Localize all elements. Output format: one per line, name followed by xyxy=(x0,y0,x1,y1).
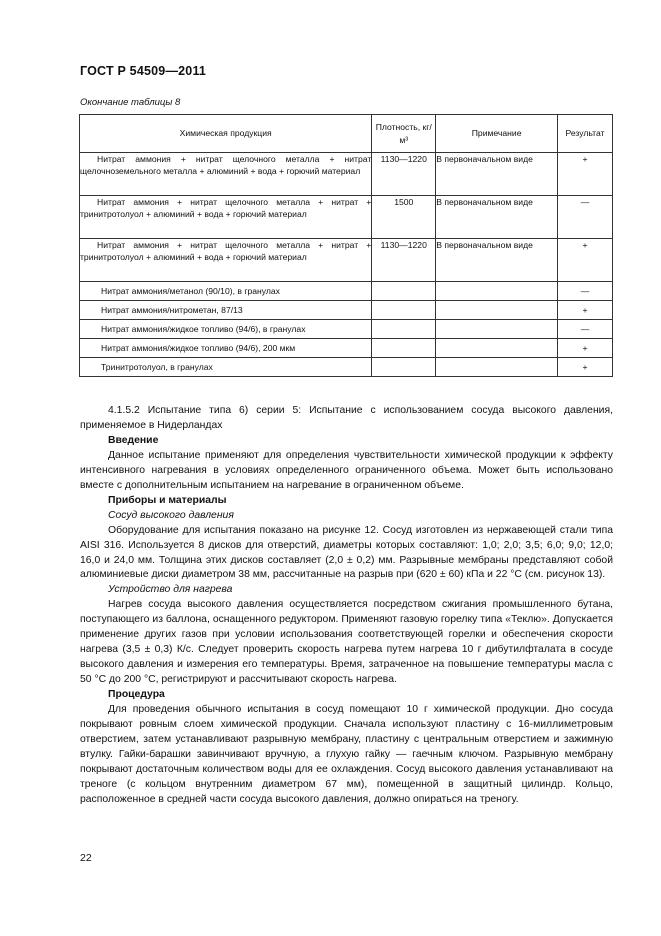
column-header-density: Плотность, кг/м³ xyxy=(372,115,436,153)
column-header-result: Результат xyxy=(558,115,613,153)
cell-result: + xyxy=(558,239,613,282)
cell-density: 1500 xyxy=(372,196,436,239)
paragraph-procedure: Для проведения обычного испытания в сосуд помещают 10 г химической продукции. Дно сосуда покрывают ровным слоем химической продукции. Сначала используют пластину с 16-миллиметровым отверстием, затем устанавливают разрывную мембрану, пластину с центральным отверстием и зажимную втулку. Гайки-барашки завинчивают вручную, а глухую гайку — гаечным ключом. Разрывную мембрану покрывают достаточным количеством воды для ее охлаждения. Сосуд высокого давления устанавливают на треноге (с кольцом внутренним диаметром 67 мм), помещенной в защитный цилиндр. Кольцо, расположенное в средней части сосуда высокого давления, должно опираться на треногу. xyxy=(80,704,613,805)
cell-product xyxy=(80,239,372,282)
table-row xyxy=(80,320,613,339)
cell-note: В первоначальном виде xyxy=(436,196,558,239)
cell-result: + xyxy=(558,358,613,377)
paragraph-heating: Нагрев сосуда высокого давления осуществляется посредством сжигания промышленного бутана, поступающего из баллона, оснащенного редуктором. Применяют газовую горелку типа «Теклю». Допускается применение других газов при условии использования соответствующей горелки и обеспечения скорости нагрева (3,5 ± 0,3) К/с. Следует проверить скорость нагрева путем нагрева 10 г дибутилфталата в сосуде высокого давления и измерения его температуры. Время, затраченное на повышение температуры масла с 50 °С до 200 °С, регистрируют и рассчитывают скорость нагрева. xyxy=(80,599,613,686)
document-header: ГОСТ Р 54509—2011 xyxy=(80,64,207,78)
cell-product: Тринитротолуол, в гранулах xyxy=(80,358,372,377)
cell-product: Нитрат аммония/жидкое топливо (94/6), 200 мкм xyxy=(80,339,372,358)
heading-devices: Приборы и материалы xyxy=(108,494,227,506)
page-number: 22 xyxy=(80,852,92,864)
cell-density xyxy=(372,358,436,377)
heading-introduction: Введение xyxy=(108,434,159,446)
cell-note xyxy=(436,339,558,358)
cell-product xyxy=(80,196,372,239)
cell-note xyxy=(436,301,558,320)
table-row xyxy=(80,301,613,320)
cell-product-text: Нитрат аммония + нитрат щелочного металла + нитрат + тринитротолуол + алюминий + вода + горючий материал xyxy=(80,240,372,263)
column-header-note: Примечание xyxy=(436,115,558,153)
cell-product-text: Нитрат аммония + нитрат щелочного металла + нитрат щелочноземельного металла + алюминий + вода + горючий материал xyxy=(80,154,372,177)
table-row xyxy=(80,239,613,282)
cell-density xyxy=(372,339,436,358)
table-row xyxy=(80,358,613,377)
heading-procedure: Процедура xyxy=(108,689,165,701)
table-row xyxy=(80,196,613,239)
cell-product: Нитрат аммония/нитрометан, 87/13 xyxy=(80,301,372,320)
cell-product-text: Нитрат аммония + нитрат щелочного металла + нитрат + тринитротолуол + алюминий + вода + горючий материал xyxy=(80,197,372,220)
cell-note xyxy=(436,358,558,377)
cell-product: Нитрат аммония/метанол (90/10), в гранулах xyxy=(80,282,372,301)
cell-density xyxy=(372,301,436,320)
column-header-product: Химическая продукция xyxy=(80,115,372,153)
cell-density xyxy=(372,320,436,339)
cell-note: В первоначальном виде xyxy=(436,239,558,282)
cell-result: + xyxy=(558,301,613,320)
cell-density xyxy=(372,282,436,301)
body-text xyxy=(80,404,613,808)
table-row xyxy=(80,282,613,301)
table-8 xyxy=(79,114,613,377)
cell-density: 1130—1220 xyxy=(372,153,436,196)
paragraph-introduction: Данное испытание применяют для определения чувствительности химической продукции к эффекту интенсивного нагревания в условиях определенного ограниченного объема. Может быть использовано вместе с дополнительным испытанием на нагревание в ограниченном объеме. xyxy=(80,449,613,491)
table-caption: Окончание таблицы 8 xyxy=(80,97,181,108)
cell-product xyxy=(80,153,372,196)
cell-result: + xyxy=(558,153,613,196)
table-header-row xyxy=(80,115,613,153)
cell-note xyxy=(436,282,558,301)
subheading-heating: Устройство для нагрева xyxy=(108,584,233,596)
paragraph-vessel: Оборудование для испытания показано на рисунке 12. Сосуд изготовлен из нержавеющей стали типа AISI 316. Используется 8 дисков для отверстий, диаметры которых составляют: 1,0; 2,0; 3,5; 6,0; 9,0; 12,0; 16,0 и 24,0 мм. Толщина этих дисков составляет (2,0 ± 0,2) мм. Разрывные мембраны представляют собой алюминиевые диски диаметром 38 мм, рассчитанные на разрыв при (620 ± 60) кПа и 22 °С (см. рисунок 13). xyxy=(80,524,613,581)
cell-product: Нитрат аммония/жидкое топливо (94/6), в гранулах xyxy=(80,320,372,339)
subheading-vessel: Сосуд высокого давления xyxy=(108,509,234,521)
cell-note xyxy=(436,320,558,339)
table-row xyxy=(80,153,613,196)
cell-result: + xyxy=(558,339,613,358)
cell-result: — xyxy=(558,320,613,339)
table-row xyxy=(80,339,613,358)
paragraph-test-title: 4.1.5.2 Испытание типа 6) серии 5: Испытание с использованием сосуда высокого давления, применяемое в Нидерландах xyxy=(80,405,613,431)
cell-note: В первоначальном виде xyxy=(436,153,558,196)
cell-density: 1130—1220 xyxy=(372,239,436,282)
cell-result: — xyxy=(558,196,613,239)
cell-result: — xyxy=(558,282,613,301)
